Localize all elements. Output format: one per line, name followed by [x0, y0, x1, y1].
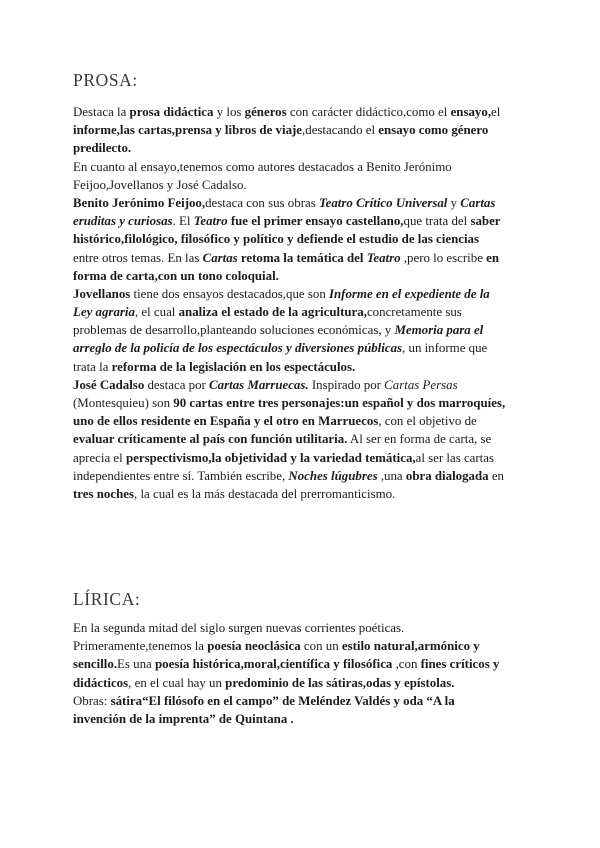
text-line	[73, 158, 513, 176]
text-run: ensayo,	[450, 105, 492, 119]
text-line	[73, 637, 513, 655]
text-run: el	[491, 105, 501, 119]
text-run: Feijoo,Jovellanos y José Cadalso.	[73, 177, 247, 192]
text-run: con un	[300, 639, 342, 654]
text-run: Memoria para el	[394, 323, 484, 338]
text-run: Al ser en forma de carta, se	[347, 432, 492, 447]
text-run: perspectivismo,la objetividad y la variedad temática,	[125, 450, 416, 465]
text-run: , el cual	[134, 305, 179, 320]
text-run: , la cual es la más destacada del prerromanticismo.	[134, 486, 396, 501]
text-line	[73, 194, 513, 212]
text-run: en	[488, 468, 504, 483]
text-line	[73, 449, 513, 467]
text-run: Obras:	[73, 693, 111, 708]
text-run: histórico,filológico, filosófico y político y defiende el estudio de las ciencias	[73, 232, 480, 247]
text-run: aprecia el	[73, 450, 126, 465]
text-run: , un informe que	[402, 341, 488, 356]
text-run: ,una	[377, 468, 406, 483]
text-line	[73, 249, 513, 267]
text-run: , en el cual hay un	[128, 675, 226, 690]
text-run: poesía neoclásica	[207, 639, 301, 654]
text-run: Benito Jerónimo Feijoo,	[73, 195, 206, 210]
text-run: predilecto.	[73, 141, 132, 156]
text-run: saber	[470, 214, 501, 229]
text-line	[73, 358, 513, 376]
text-line	[73, 376, 513, 394]
text-run: Jovellanos	[73, 286, 131, 301]
text-run: Es una	[117, 657, 155, 672]
text-line	[73, 485, 513, 503]
text-run: que trata del	[403, 214, 471, 229]
text-line	[73, 674, 513, 692]
text-line	[73, 467, 513, 485]
text-line	[73, 339, 513, 357]
text-run: poesía histórica,moral,científica y filosófica	[155, 657, 393, 672]
text-run: en	[486, 250, 500, 265]
text-run: géneros	[244, 105, 287, 119]
text-run: forma de carta,con un tono coloquial.	[73, 268, 279, 283]
text-line	[73, 285, 513, 303]
text-line	[73, 303, 513, 321]
text-run: Destaca la	[73, 105, 130, 119]
text-run: Cartas	[460, 195, 496, 210]
text-run: sátira“El filósofo en el campo” de Meléndez Valdés y oda “A la	[110, 693, 455, 708]
text-run: y	[447, 195, 461, 210]
text-run: entre otros temas. En las	[73, 250, 203, 265]
text-run: Teatro Crítico Universal	[318, 195, 448, 210]
text-line	[73, 121, 513, 139]
text-line	[73, 103, 513, 121]
text-run: Informe en el expediente de la	[328, 286, 490, 301]
text-run: didácticos	[73, 675, 129, 690]
text-run: Cartas	[202, 250, 238, 265]
text-run: retoma la temática del	[237, 250, 367, 265]
lirica-heading: LÍRICA:	[73, 589, 141, 609]
text-line	[73, 176, 513, 194]
text-run: tres noches	[73, 486, 134, 501]
text-run: fue el primer ensayo castellano,	[227, 214, 404, 229]
text-run: independientes entre sí. También escribe,	[73, 468, 289, 483]
text-line	[73, 655, 513, 673]
text-line	[73, 212, 513, 230]
text-line	[73, 619, 513, 637]
text-run: arreglo de la policía de los espectáculos y diversiones públicas	[73, 341, 403, 356]
text-line	[73, 394, 513, 412]
text-run: analiza el estado de la agricultura,	[178, 305, 367, 320]
text-line	[73, 412, 513, 430]
text-run: concretamente sus	[366, 305, 462, 320]
text-run: estilo natural,armónico y	[341, 639, 480, 654]
text-run: sencillo.	[73, 657, 118, 672]
text-line	[73, 321, 513, 339]
text-run: predominio de las sátiras,odas y epístolas.	[225, 675, 455, 690]
text-run: ensayo como género	[378, 123, 489, 138]
text-run: y los	[213, 105, 245, 119]
text-run: destaca con sus obras	[205, 195, 319, 210]
text-run: eruditas y curiosas	[73, 214, 173, 229]
text-run: Ley agraria	[73, 305, 135, 320]
text-run: al ser las cartas	[415, 450, 495, 465]
text-line	[73, 267, 513, 285]
text-run: Teatro	[193, 214, 228, 229]
text-run: ,con	[392, 657, 421, 672]
text-run: destaca por	[144, 377, 210, 392]
text-run: Noches lúgubres	[288, 468, 378, 483]
text-line	[73, 139, 513, 157]
text-run: Cartas Marruecas.	[209, 377, 309, 392]
text-run: En cuanto al ensayo,tenemos como autores destacados a Benito Jerónimo	[73, 159, 452, 174]
text-run: José Cadalso	[73, 377, 145, 392]
text-run: uno de ellos residente en España y el otro en Marruecos	[73, 414, 379, 429]
prosa-body	[73, 103, 513, 503]
text-run: 90 cartas entre tres personajes:un español y dos marroquíes,	[173, 396, 506, 410]
text-line	[73, 230, 513, 248]
text-line	[73, 692, 513, 710]
text-run: reforma de la legislación en los espectáculos.	[111, 359, 356, 374]
text-run: informe,las cartas,prensa y libros de viaje	[73, 123, 303, 138]
text-run: Primeramente,tenemos la	[73, 639, 208, 654]
text-run: obra dialogada	[405, 468, 489, 483]
text-run: ,destacando el	[302, 123, 379, 138]
text-run: evaluar críticamente al país con función utilitaria.	[73, 432, 348, 447]
text-run: con carácter didáctico,como el	[286, 105, 451, 119]
text-line	[73, 710, 513, 728]
text-run: Inspirado por	[308, 377, 385, 392]
prosa-heading: PROSA:	[73, 70, 138, 90]
text-run: trata la	[73, 359, 112, 374]
text-run: ,pero lo escribe	[400, 250, 487, 265]
text-run: Cartas Persas	[384, 377, 458, 392]
text-run: tiene dos ensayos destacados,que son	[130, 286, 329, 301]
text-run: invención de la imprenta” de Quintana .	[73, 711, 294, 726]
text-run: Teatro	[366, 250, 401, 265]
text-run: (Montesquieu) son	[73, 396, 174, 410]
text-run: . El	[172, 214, 194, 229]
text-run: prosa didáctica	[129, 105, 214, 119]
text-run: En la segunda mitad del siglo surgen nuevas corrientes poéticas.	[73, 621, 405, 635]
text-run: , con el objetivo de	[378, 414, 477, 429]
text-run: fines críticos y	[420, 657, 500, 672]
text-line	[73, 430, 513, 448]
text-run: problemas de desarrollo,planteando soluciones económicas, y	[73, 323, 395, 338]
lirica-body	[73, 619, 513, 728]
